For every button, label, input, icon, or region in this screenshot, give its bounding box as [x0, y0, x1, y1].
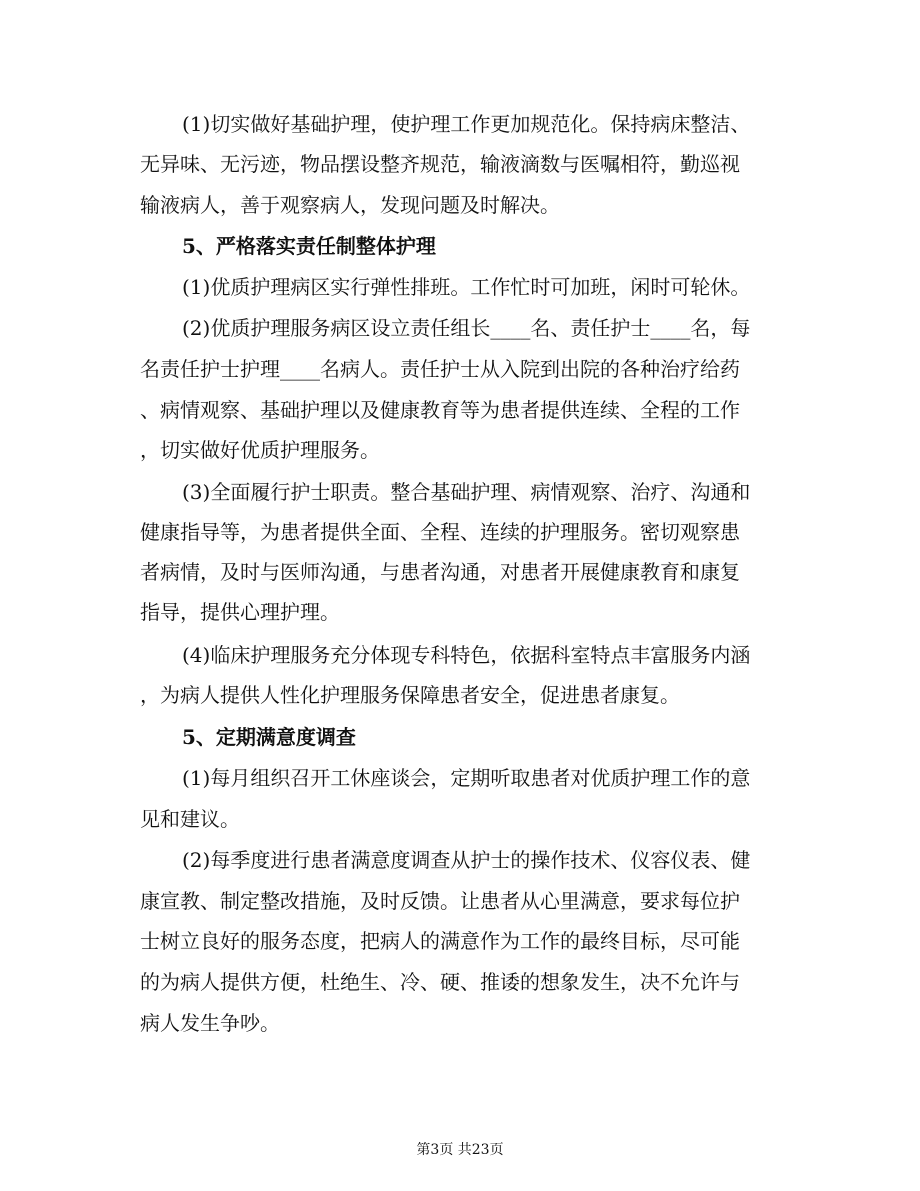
- paragraph-line: (2)每季度进行患者满意度调查从护士的操作技术、仪容仪表、健: [182, 848, 751, 872]
- section-heading: 5、定期满意度调查: [182, 725, 356, 749]
- section-heading: 5、严格落实责任制整体护理: [182, 234, 436, 258]
- paragraph-line: 者病情，及时与医师沟通，与患者沟通，对患者开展健康教育和康复: [140, 560, 740, 584]
- paragraph-line: 康宣教、制定整改措施，及时反馈。让患者从心里满意，要求每位护: [140, 889, 740, 913]
- paragraph-line: (3)全面履行护士职责。整合基础护理、病情观察、治疗、沟通和: [182, 480, 751, 504]
- paragraph-line: (1)优质护理病区实行弹性排班。工作忙时可加班，闲时可轮休。: [182, 275, 751, 299]
- paragraph-line: 指导，提供心理护理。: [140, 600, 340, 624]
- paragraph-line: ，切实做好优质护理服务。: [140, 438, 380, 462]
- paragraph-line: (2)优质护理服务病区设立责任组长____名、责任护士____名，每: [182, 316, 751, 340]
- paragraph-line: 士树立良好的服务态度，把病人的满意作为工作的最终目标，尽可能: [140, 929, 740, 953]
- paragraph-line: ，为病人提供人性化护理服务保障患者安全，促进患者康复。: [140, 683, 680, 707]
- paragraph-line: 名责任护士护理____名病人。责任护士从入院到出院的各种治疗给药: [140, 357, 740, 381]
- paragraph-line: 输液病人，善于观察病人，发现问题及时解决。: [140, 193, 560, 217]
- paragraph-line: (1)切实做好基础护理，使护理工作更加规范化。保持病床整洁、: [182, 112, 751, 136]
- paragraph-line: 健康指导等，为患者提供全面、全程、连续的护理服务。密切观察患: [140, 520, 740, 544]
- paragraph-line: 见和建议。: [140, 807, 240, 831]
- paragraph-line: 、病情观察、基础护理以及健康教育等为患者提供连续、全程的工作: [140, 398, 740, 422]
- paragraph-line: 无异味、无污迹，物品摆设整齐规范，输液滴数与医嘱相符，勤巡视: [140, 152, 740, 176]
- paragraph-line: 的为病人提供方便，杜绝生、冷、硬、推诿的想象发生，决不允许与: [140, 970, 740, 994]
- paragraph-line: 病人发生争吵。: [140, 1011, 280, 1035]
- paragraph-line: (4)临床护理服务充分体现专科特色，依据科室特点丰富服务内涵: [182, 643, 751, 667]
- paragraph-line: (1)每月组织召开工休座谈会，定期听取患者对优质护理工作的意: [182, 766, 751, 790]
- page-number: 第3页 共23页: [416, 1142, 504, 1158]
